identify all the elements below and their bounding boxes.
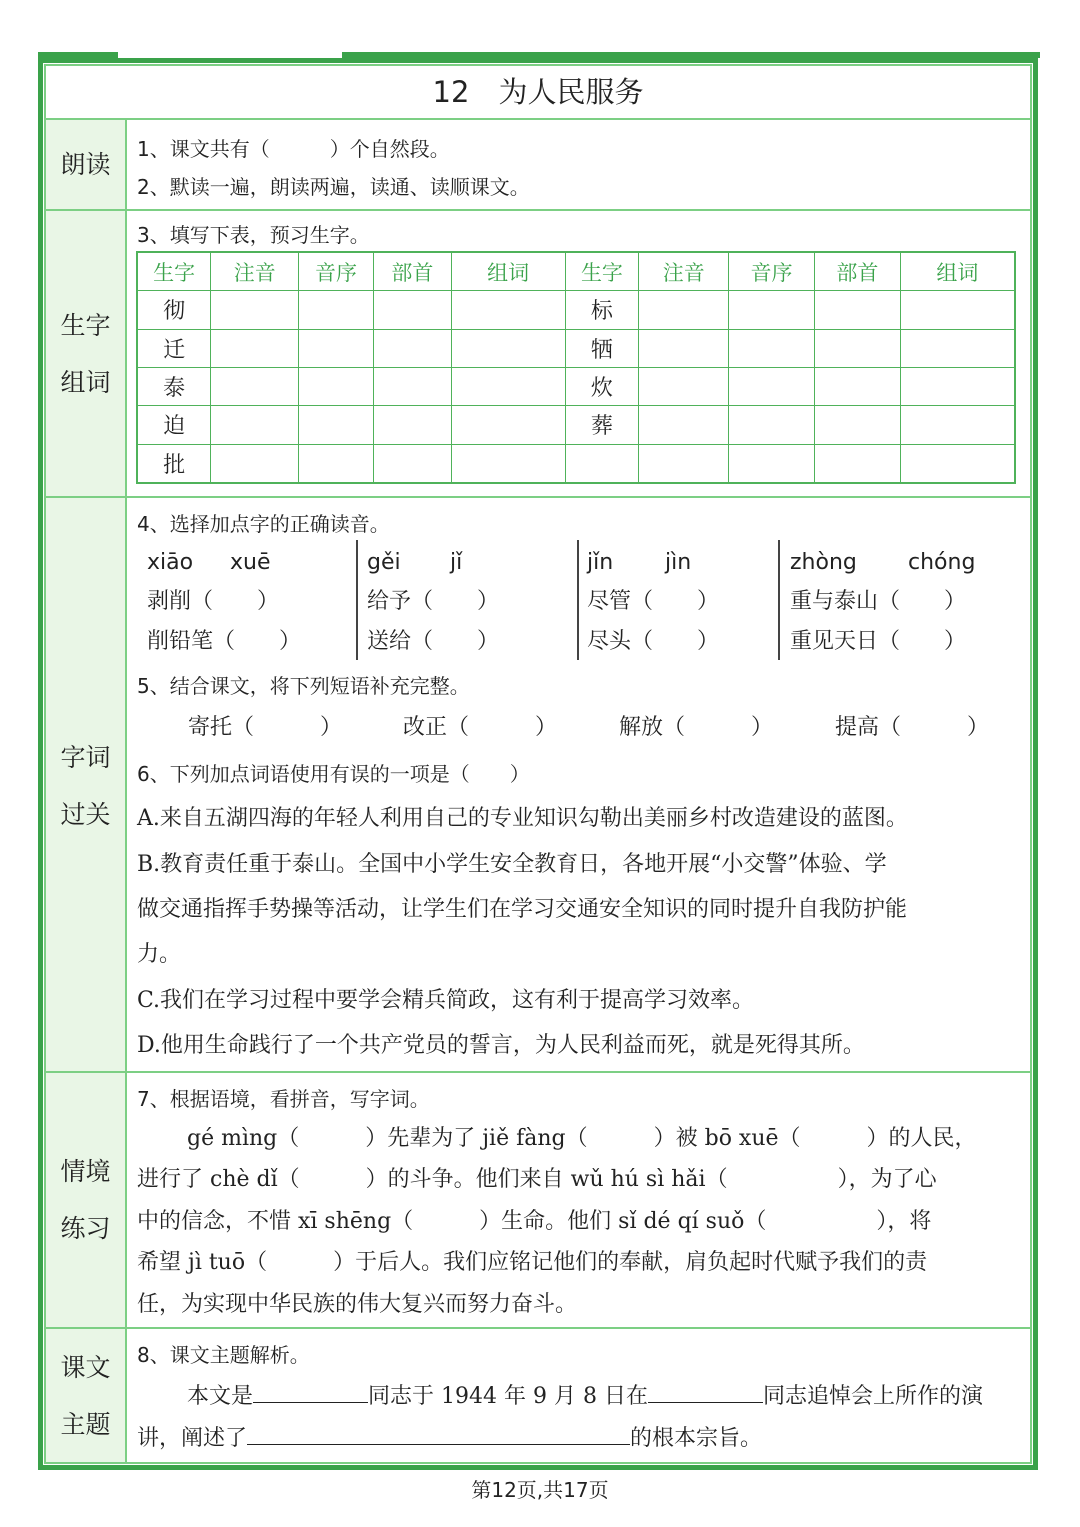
section-label-langdu: 朗读 bbox=[60, 150, 111, 179]
blank-cell[interactable] bbox=[900, 329, 1015, 367]
char-cell: 泰 bbox=[137, 367, 211, 405]
blank-cell[interactable] bbox=[211, 291, 299, 329]
blank-cell[interactable] bbox=[639, 367, 729, 405]
header-cell: 组词 bbox=[900, 252, 1015, 291]
blank-cell[interactable] bbox=[814, 291, 900, 329]
header-cell: 音序 bbox=[729, 252, 815, 291]
char-cell: 迫 bbox=[137, 406, 211, 444]
option-d: D.他用生命践行了一个共产党员的誓言，为人民利益而死，就是死得其所。 bbox=[137, 1033, 865, 1058]
blank-cell[interactable] bbox=[451, 444, 565, 483]
char-cell: 批 bbox=[137, 444, 211, 483]
phrase-blank: 寄托（ ） bbox=[188, 715, 343, 740]
header-cell: 组词 bbox=[451, 252, 565, 291]
pinyin-option: zhòng bbox=[790, 550, 857, 575]
blank-cell[interactable] bbox=[299, 406, 374, 444]
table-row bbox=[137, 329, 1015, 367]
char-cell: 彻 bbox=[137, 291, 211, 329]
section-label-qingjing-2: 练习 bbox=[60, 1214, 111, 1243]
passage-line: 中的信念，不惜 xī shēng（ ）生命。他们 sǐ dé qí suǒ（ ），将 bbox=[137, 1209, 932, 1234]
header-cell: 部首 bbox=[373, 252, 451, 291]
word-blank: 剥削（ ） bbox=[147, 589, 280, 614]
fill-blank[interactable] bbox=[247, 1422, 630, 1445]
word-blank: 尽头（ ） bbox=[587, 629, 720, 654]
blank-cell[interactable] bbox=[729, 291, 815, 329]
blank-cell[interactable] bbox=[211, 406, 299, 444]
theme-line-1 bbox=[187, 1380, 983, 1412]
word-blank: 重见天日（ ） bbox=[790, 629, 967, 654]
blank-cell[interactable] bbox=[451, 291, 565, 329]
question-1: 1、课文共有（ ）个自然段。 bbox=[137, 137, 450, 161]
table-row bbox=[137, 367, 1015, 405]
divider bbox=[44, 1071, 1032, 1073]
theme-text: 同志追悼会上所作的演 bbox=[762, 1384, 983, 1409]
word-blank: 送给（ ） bbox=[367, 629, 500, 654]
pinyin-option: xiāo bbox=[147, 550, 194, 575]
group-separator bbox=[356, 540, 358, 660]
blank-cell[interactable] bbox=[373, 329, 451, 367]
section-label-shengzi-2: 组词 bbox=[60, 368, 111, 397]
fill-blank[interactable] bbox=[253, 1380, 368, 1403]
section-label-shengzi-1: 生字 bbox=[60, 311, 111, 340]
pinyin-option: jǐ bbox=[450, 550, 463, 575]
question-5: 5、结合课文，将下列短语补充完整。 bbox=[137, 674, 470, 698]
phrase-blank: 改正（ ） bbox=[403, 715, 558, 740]
char-cell: 葬 bbox=[565, 406, 639, 444]
char-cell: 标 bbox=[565, 291, 639, 329]
word-blank: 重与泰山（ ） bbox=[790, 589, 967, 614]
question-7: 7、根据语境，看拼音，写字词。 bbox=[137, 1087, 430, 1111]
blank-cell[interactable] bbox=[814, 406, 900, 444]
table-row bbox=[137, 291, 1015, 329]
header-cell: 音序 bbox=[299, 252, 374, 291]
blank-cell[interactable] bbox=[639, 444, 729, 483]
pinyin-option: jǐn bbox=[587, 550, 614, 575]
section-label-zici-2: 过关 bbox=[60, 800, 111, 829]
blank-cell[interactable] bbox=[814, 444, 900, 483]
section-label-zici-1: 字词 bbox=[60, 743, 111, 772]
blank-cell[interactable] bbox=[639, 406, 729, 444]
option-c: C.我们在学习过程中要学会精兵简政，这有利于提高学习效率。 bbox=[137, 988, 755, 1013]
word-blank: 给予（ ） bbox=[367, 589, 500, 614]
section-label-kewen-1: 课文 bbox=[60, 1353, 111, 1382]
blank-cell[interactable] bbox=[814, 367, 900, 405]
theme-text: 讲，阐述了 bbox=[137, 1426, 248, 1451]
pinyin-option: jìn bbox=[665, 550, 692, 575]
header-cell: 注音 bbox=[211, 252, 299, 291]
blank-cell[interactable] bbox=[299, 444, 374, 483]
blank-cell[interactable] bbox=[299, 291, 374, 329]
section-label-kewen-2: 主题 bbox=[60, 1410, 111, 1439]
table-row bbox=[137, 444, 1015, 483]
option-b-line3: 力。 bbox=[137, 942, 182, 967]
divider bbox=[44, 118, 1032, 120]
pinyin-option: xuē bbox=[230, 550, 271, 575]
header-cell: 注音 bbox=[639, 252, 729, 291]
header-cell: 部首 bbox=[814, 252, 900, 291]
question-2: 2、默读一遍，朗读两遍，读通、读顺课文。 bbox=[137, 175, 530, 199]
question-8: 8、课文主题解析。 bbox=[137, 1343, 310, 1367]
option-b-line2: 做交通指挥手势操等活动，让学生们在学习交通安全知识的同时提升自我防护能 bbox=[137, 897, 908, 922]
blank-cell[interactable] bbox=[299, 367, 374, 405]
label-column-divider bbox=[125, 118, 127, 1464]
fill-blank[interactable] bbox=[648, 1380, 763, 1403]
table-row bbox=[137, 406, 1015, 444]
page-number: 第12页,共17页 bbox=[471, 1478, 609, 1502]
char-cell: 炊 bbox=[565, 367, 639, 405]
blank-cell[interactable] bbox=[729, 444, 815, 483]
theme-text: 的根本宗旨。 bbox=[630, 1426, 763, 1451]
header-cell: 生字 bbox=[565, 252, 639, 291]
pinyin-option: chóng bbox=[908, 550, 976, 575]
section-bg-qingjing bbox=[46, 1073, 125, 1327]
character-table bbox=[136, 251, 1016, 484]
header-cell: 生字 bbox=[137, 252, 211, 291]
blank-cell[interactable] bbox=[211, 329, 299, 367]
blank-cell[interactable] bbox=[211, 444, 299, 483]
passage-line: 任，为实现中华民族的伟大复兴而努力奋斗。 bbox=[137, 1292, 578, 1317]
divider bbox=[44, 1327, 1032, 1329]
theme-text: 本文是 bbox=[187, 1384, 254, 1409]
blank-cell[interactable] bbox=[729, 406, 815, 444]
group-separator bbox=[778, 540, 780, 660]
page-title: 12 为人民服务 bbox=[432, 75, 644, 109]
blank-cell[interactable] bbox=[373, 367, 451, 405]
char-cell bbox=[565, 444, 639, 483]
pinyin-option: gěi bbox=[367, 550, 401, 575]
divider bbox=[44, 209, 1032, 211]
question-4: 4、选择加点字的正确读音。 bbox=[137, 512, 390, 536]
char-cell: 迁 bbox=[137, 329, 211, 367]
blank-cell[interactable] bbox=[299, 329, 374, 367]
divider bbox=[44, 496, 1032, 498]
word-blank: 削铅笔（ ） bbox=[147, 629, 302, 654]
blank-cell[interactable] bbox=[639, 329, 729, 367]
section-label-qingjing-1: 情境 bbox=[60, 1157, 111, 1186]
blank-cell[interactable] bbox=[451, 367, 565, 405]
blank-cell[interactable] bbox=[373, 291, 451, 329]
blank-cell[interactable] bbox=[729, 367, 815, 405]
phrase-blank: 提高（ ） bbox=[835, 715, 990, 740]
option-b-line1: B.教育责任重于泰山。全国中小学生安全教育日，各地开展“小交警”体验、学 bbox=[137, 852, 887, 877]
group-separator bbox=[577, 540, 579, 660]
option-a: A.来自五湖四海的年轻人利用自己的专业知识勾勒出美丽乡村改造建设的蓝图。 bbox=[137, 806, 908, 831]
blank-cell[interactable] bbox=[900, 291, 1015, 329]
blank-cell[interactable] bbox=[373, 444, 451, 483]
blank-cell[interactable] bbox=[211, 367, 299, 405]
theme-line-2 bbox=[137, 1422, 762, 1454]
question-3: 3、填写下表，预习生字。 bbox=[137, 223, 370, 247]
passage-line: 希望 jì tuō（ ）于后人。我们应铭记他们的奉献，肩负起时代赋予我们的责 bbox=[137, 1250, 928, 1275]
blank-cell[interactable] bbox=[900, 444, 1015, 483]
blank-cell[interactable] bbox=[373, 406, 451, 444]
theme-text: 同志于 1944 年 9 月 8 日在 bbox=[368, 1384, 648, 1409]
blank-cell[interactable] bbox=[729, 329, 815, 367]
blank-cell[interactable] bbox=[814, 329, 900, 367]
blank-cell[interactable] bbox=[900, 367, 1015, 405]
passage-line: 进行了 chè dǐ（ ）的斗争。他们来自 wǔ hú sì hǎi（ ），为了心 bbox=[137, 1167, 937, 1192]
question-6: 6、下列加点词语使用有误的一项是（ ） bbox=[137, 762, 530, 786]
passage-line: gé mìng（ ）先辈为了 jiě fàng（ ）被 bō xuē（ ）的人民， bbox=[187, 1126, 977, 1151]
char-cell: 牺 bbox=[565, 329, 639, 367]
blank-cell[interactable] bbox=[451, 406, 565, 444]
phrase-blank: 解放（ ） bbox=[619, 715, 774, 740]
blank-cell[interactable] bbox=[639, 291, 729, 329]
blank-cell[interactable] bbox=[900, 406, 1015, 444]
blank-cell[interactable] bbox=[451, 329, 565, 367]
word-blank: 尽管（ ） bbox=[587, 589, 720, 614]
